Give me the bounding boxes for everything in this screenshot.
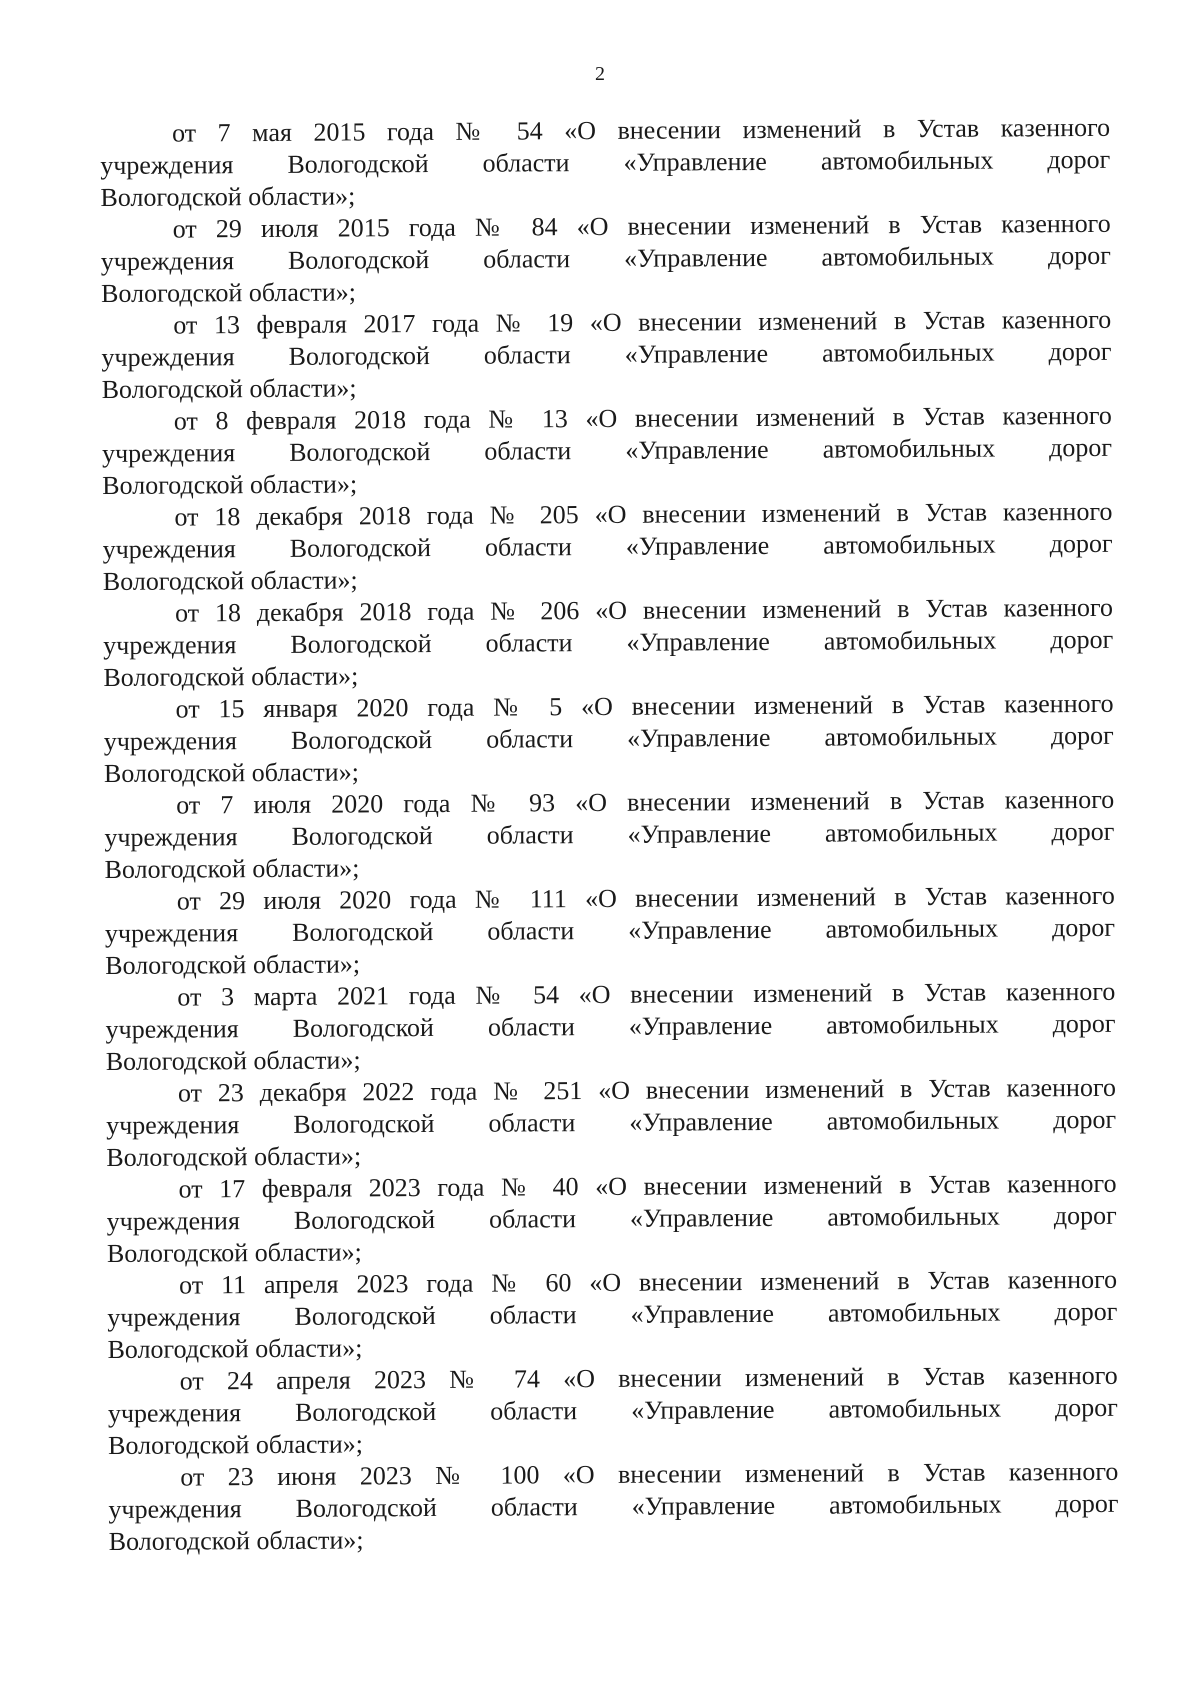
list-item xyxy=(108,1456,1119,1558)
entry-second-line: учреждения Вологодской области «Управление автомобильных дорог xyxy=(101,432,1113,468)
entry-second-line: учреждения Вологодской области «Управление автомобильных дорог xyxy=(106,1104,1117,1140)
entry-third-line: Вологодской области»; xyxy=(102,565,358,596)
entry-second-line: учреждения Вологодской области «Управление автомобильных дорог xyxy=(103,624,1114,660)
entry-second-line: учреждения Вологодской области «Управление автомобильных дорог xyxy=(104,816,1115,852)
entry-third-line: Вологодской области»; xyxy=(100,181,356,212)
entry-second-line: учреждения Вологодской области «Управление автомобильных дорог xyxy=(102,528,1113,564)
entry-first-line: от 13 февраля 2017 года № 19 «О внесении изменений в Устав казенного xyxy=(173,304,1112,340)
list-item xyxy=(102,400,1113,502)
entry-third-line: Вологодской области»; xyxy=(106,1141,362,1172)
entry-second-line: учреждения Вологодской области «Управление автомобильных дорог xyxy=(104,912,1116,948)
entry-third-line: Вологодской области»; xyxy=(106,1237,362,1268)
entry-third-line: Вологодской области»; xyxy=(107,1333,363,1364)
amendments-list xyxy=(100,112,1119,1558)
entry-second-line: учреждения Вологодской области «Управление автомобильных дорог xyxy=(105,1008,1116,1044)
entry-second-line: учреждения Вологодской области «Управление автомобильных дорог xyxy=(106,1200,1117,1236)
list-item xyxy=(104,784,1115,886)
entry-third-line: Вологодской области»; xyxy=(105,1045,361,1076)
list-item xyxy=(105,976,1116,1078)
entry-second-line: учреждения Вологодской области «Управление автомобильных дорог xyxy=(101,336,1112,372)
entry-second-line: учреждения Вологодской области «Управление автомобильных дорог xyxy=(107,1392,1118,1428)
list-item xyxy=(106,1168,1117,1270)
list-item xyxy=(103,592,1114,694)
entry-first-line: от 17 февраля 2023 года № 40 «О внесении изменений в Устав казенного xyxy=(178,1168,1117,1204)
entry-third-line: Вологодской области»; xyxy=(104,853,360,884)
list-item xyxy=(105,880,1116,982)
entry-second-line: учреждения Вологодской области «Управление автомобильных дорог xyxy=(100,144,1111,180)
entry-third-line: Вологодской области»; xyxy=(100,277,357,308)
entry-third-line: Вологодской области»; xyxy=(105,949,361,980)
entry-second-line: учреждения Вологодской области «Управление автомобильных дорог xyxy=(107,1296,1118,1332)
list-item xyxy=(104,688,1115,790)
entry-first-line: от 15 января 2020 года № 5 «О внесении изменений в Устав казенного xyxy=(175,688,1114,724)
entry-third-line: Вологодской области»; xyxy=(101,373,357,404)
entry-first-line: от 18 декабря 2018 года № 205 «О внесении изменений в Устав казенного xyxy=(174,496,1113,532)
entry-first-line: от 23 декабря 2022 года № 251 «О внесении изменений в Устав казенного xyxy=(177,1072,1117,1108)
entry-first-line: от 7 июля 2020 года № 93 «О внесении изменений в Устав казенного xyxy=(176,784,1115,820)
entry-first-line: от 18 декабря 2018 года № 206 «О внесении изменений в Устав казенного xyxy=(174,592,1114,628)
list-item xyxy=(106,1072,1117,1174)
entry-first-line: от 29 июля 2020 года № 111 «О внесении изменений в Устав казенного xyxy=(176,880,1115,916)
entry-third-line: Вологодской области»; xyxy=(103,661,359,692)
page-number: 2 xyxy=(595,63,605,85)
entry-first-line: от 23 июня 2023 № 100 «О внесении изменений в Устав казенного xyxy=(180,1456,1119,1492)
list-item xyxy=(100,112,1111,214)
entry-second-line: учреждения Вологодской области «Управление автомобильных дорог xyxy=(103,720,1114,756)
entry-third-line: Вологодской области»; xyxy=(108,1429,364,1460)
entry-first-line: от 29 июля 2015 года № 84 «О внесении изменений в Устав казенного xyxy=(172,208,1111,244)
entry-first-line: от 24 апреля 2023 № 74 «О внесении изменений в Устав казенного xyxy=(179,1360,1118,1396)
entry-first-line: от 3 марта 2021 года № 54 «О внесении изменений в Устав казенного xyxy=(177,976,1116,1012)
list-item xyxy=(102,496,1113,598)
list-item xyxy=(108,1360,1119,1462)
entry-third-line: Вологодской области»; xyxy=(108,1525,364,1556)
entry-third-line: Вологодской области»; xyxy=(102,469,358,500)
list-item xyxy=(101,208,1112,310)
list-item xyxy=(101,304,1112,406)
entry-first-line: от 11 апреля 2023 года № 60 «О внесении изменений в Устав казенного xyxy=(179,1264,1118,1300)
entry-first-line: от 7 мая 2015 года № 54 «О внесении изменений в Устав казенного xyxy=(172,112,1111,148)
entry-second-line: учреждения Вологодской области «Управление автомобильных дорог xyxy=(108,1488,1119,1524)
list-item xyxy=(107,1264,1118,1366)
entry-first-line: от 8 февраля 2018 года № 13 «О внесении изменений в Устав казенного xyxy=(173,400,1112,436)
entry-second-line: учреждения Вологодской области «Управление автомобильных дорог xyxy=(100,240,1111,276)
entry-third-line: Вологодской области»; xyxy=(103,757,359,788)
